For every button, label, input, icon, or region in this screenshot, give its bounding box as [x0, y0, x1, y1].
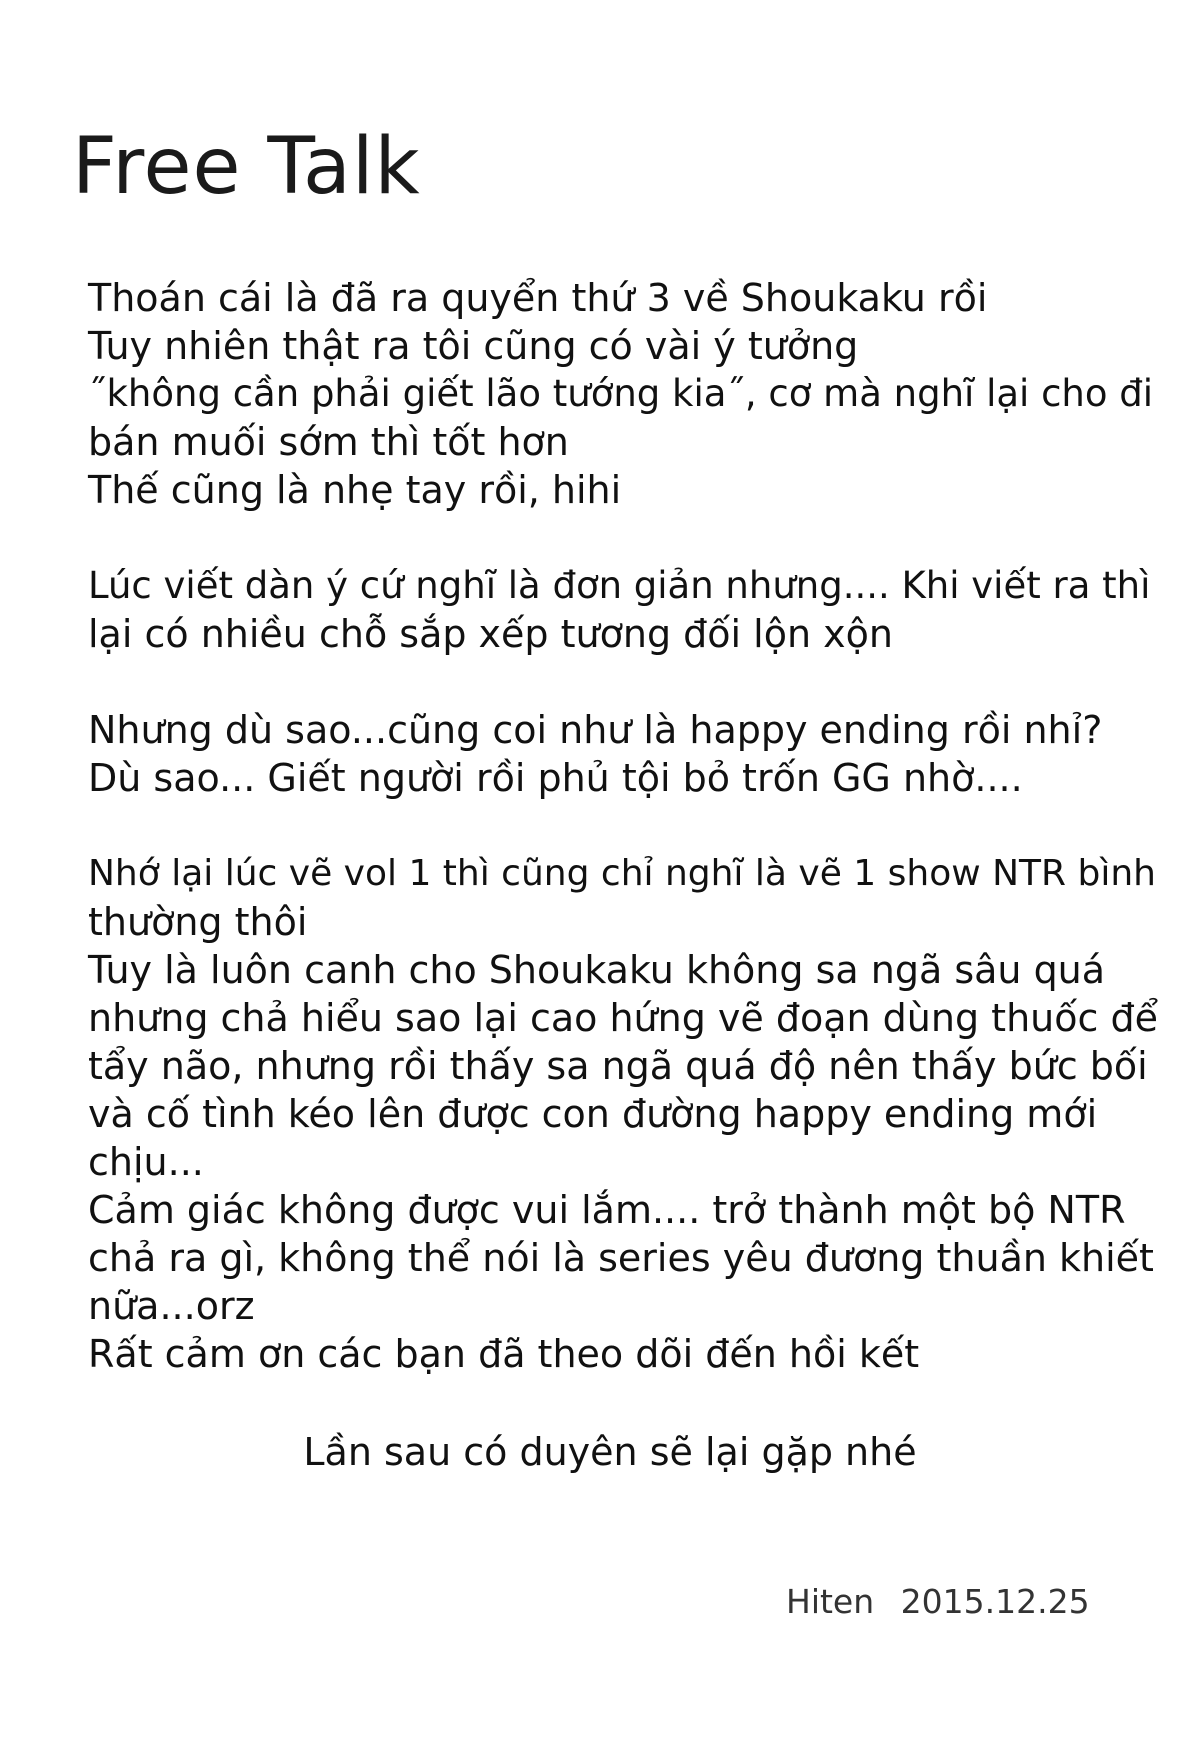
- signature: [786, 1582, 1090, 1622]
- text-line: ˝không cần phải giết lão tướng kia˝, cơ mà nghĩ lại cho đi: [88, 372, 1154, 415]
- page-title: Free Talk: [72, 122, 421, 212]
- paragraph-2: [88, 562, 1151, 658]
- paragraph-4: [88, 850, 1158, 1378]
- paragraph-3: [88, 706, 1148, 802]
- paragraph-1: [88, 274, 1154, 514]
- text-line: chịu...: [88, 1140, 204, 1184]
- text-line: Cảm giác không được vui lắm.... trở thành một bộ NTR: [88, 1188, 1126, 1232]
- text-line: nữa...orz: [88, 1284, 255, 1328]
- text-line: Rất cảm ơn các bạn đã theo dõi đến hồi kết: [88, 1332, 920, 1376]
- signature-author: Hiten: [786, 1582, 875, 1621]
- text-line: thường thôi: [88, 900, 308, 944]
- text-line: chả ra gì, không thể nói là series yêu đương thuần khiết: [88, 1236, 1154, 1280]
- text-line: và cố tình kéo lên được con đường happy ending mới: [88, 1092, 1098, 1136]
- text-line: bán muối sớm thì tốt hơn: [88, 420, 569, 464]
- text-line: Dù sao... Giết người rồi phủ tội bỏ trốn GG nhờ....: [88, 756, 1023, 800]
- text-line: Nhưng dù sao...cũng coi như là happy ending rồi nhỉ?: [88, 708, 1103, 752]
- text-line: nhưng chả hiểu sao lại cao hứng vẽ đoạn dùng thuốc để: [88, 996, 1158, 1040]
- text-line: Tuy là luôn canh cho Shoukaku không sa ngã sâu quá: [88, 948, 1106, 992]
- body-text: [88, 274, 1158, 1426]
- text-line: tẩy não, nhưng rồi thấy sa ngã quá độ nên thấy bức bối: [88, 1044, 1148, 1088]
- text-line: Tuy nhiên thật ra tôi cũng có vài ý tưởng: [88, 324, 859, 368]
- text-line: Thoán cái là đã ra quyển thứ 3 về Shoukaku rồi: [88, 276, 988, 320]
- text-line: Nhớ lại lúc vẽ vol 1 thì cũng chỉ nghĩ là vẽ 1 show NTR bình: [88, 853, 1156, 894]
- text-line: Thế cũng là nhẹ tay rồi, hihi: [88, 468, 622, 512]
- text-line: lại có nhiều chỗ sắp xếp tương đối lộn xộn: [88, 612, 893, 656]
- signature-date: 2015.12.25: [900, 1582, 1090, 1621]
- closing-line: Lần sau có duyên sẽ lại gặp nhé: [303, 1430, 917, 1474]
- text-line: Lúc viết dàn ý cứ nghĩ là đơn giản nhưng.... Khi viết ra thì: [88, 564, 1151, 607]
